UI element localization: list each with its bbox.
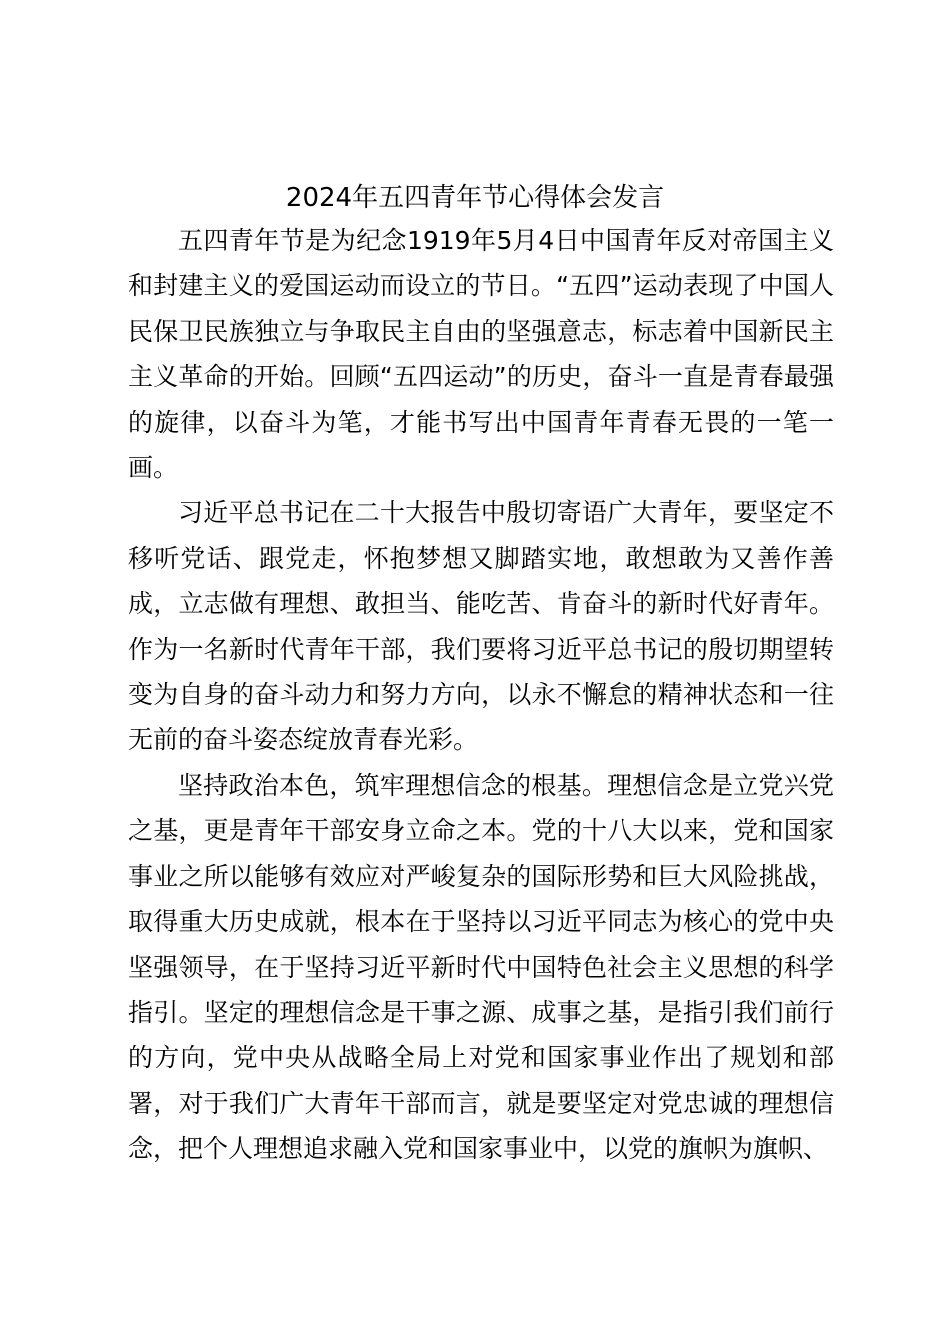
document-body [128,218,834,1172]
paragraph-2: 习近平总书记在二十大报告中殷切寄语广大青年，要坚定不移听党话、跟党走，怀抱梦想又脚踏实地，敢想敢为又善作善成，立志做有理想、敢担当、能吃苦、肯奋斗的新时代好青年。作为一名新时代青年干部，我们要将习近平总书记的殷切期望转变为自身的奋斗动力和努力方向，以永不懈怠的精神状态和一往无前的奋斗姿态绽放青春光彩。 [128,498,834,755]
paragraph-1: 五四青年节是为纪念1919年5月4日中国青年反对帝国主义和封建主义的爱国运动而设立的节日。“五四”运动表现了中国人民保卫民族独立与争取民主自由的坚强意志，标志着中国新民主主义革命的开始。回顾“五四运动”的历史，奋斗一直是青春最强的旋律，以奋斗为笔，才能书写出中国青年青春无畏的一笔一画。 [128,226,834,483]
document-title: 2024年五四青年节心得体会发言 [285,183,665,213]
paragraph-3: 坚持政治本色，筑牢理想信念的根基。理想信念是立党兴党之基，更是青年干部安身立命之本。党的十八大以来，党和国家事业之所以能够有效应对严峻复杂的国际形势和巨大风险挑战，取得重大历史成就，根本在于坚持以习近平同志为核心的党中央坚强领导，在于坚持习近平新时代中国特色社会主义思想的科学指引。坚定的理想信念是干事之源、成事之基，是指引我们前行的方向，党中央从战略全局上对党和国家事业作出了规划和部署，对于我们广大青年干部而言，就是要坚定对党忠诚的理想信念，把个人理想追求融入党和国家事业中，以党的旗帜为旗帜、 [128,770,834,1164]
